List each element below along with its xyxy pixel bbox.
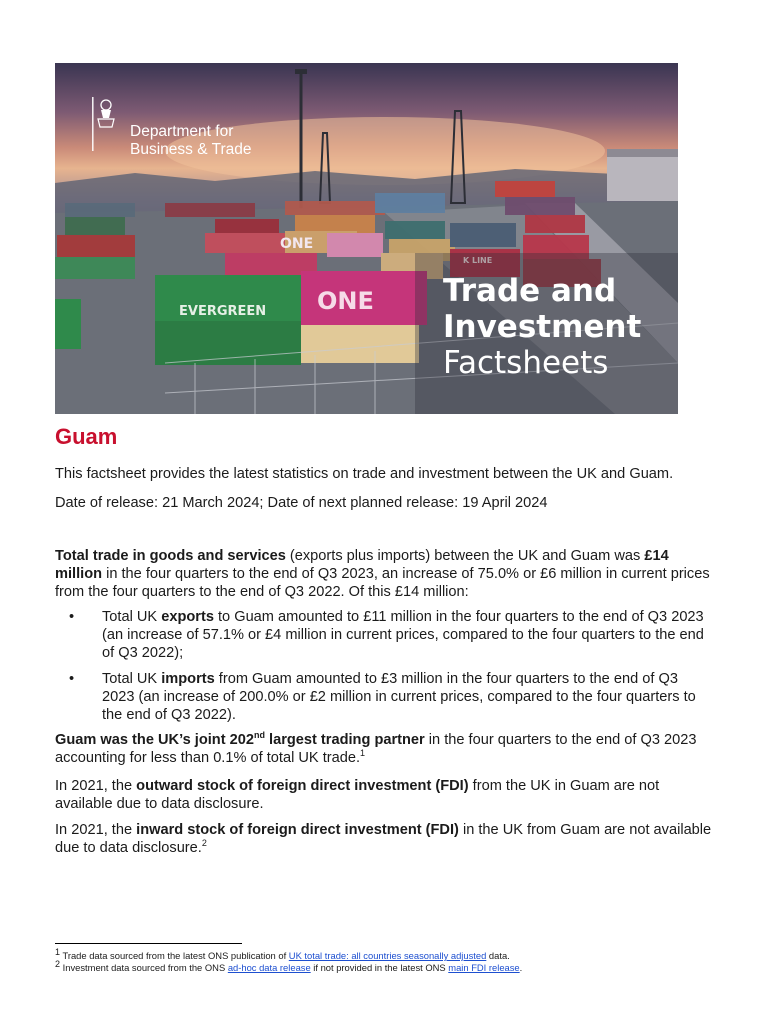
exports-text: to Guam amounted to £11 million in the four quarters to the end of Q3 2023 (an increase of 57.1% or £4 million in current prices, compared to the four quarters to the end of Q3 2022); xyxy=(102,609,704,661)
inward-post: in the UK from Guam are not available due to data disclosure. xyxy=(55,822,712,856)
evergreen-container-label: EVERGREEN xyxy=(179,304,267,319)
bullet-marker: • xyxy=(69,609,75,625)
imports-pre: Total UK xyxy=(102,671,162,687)
org-name-line1: Department for xyxy=(130,123,234,140)
rank-text: in the four quarters to the end of Q3 2023 accounting for less than 0.1% of total UK trade. xyxy=(55,732,697,766)
total-trade-text2: in the four quarters to the end of Q3 2023, an increase of 75.0% or £6 million in current prices from the four quarters to the end of Q3 2022. Of this £14 million: xyxy=(55,566,710,600)
outward-post: from the UK in Guam are not available due to data disclosure. xyxy=(55,778,660,812)
outward-fdi-paragraph xyxy=(55,777,715,813)
footnote-1-tail: data. xyxy=(486,950,510,961)
release-dates: Date of release: 21 March 2024; Date of next planned release: 19 April 2024 xyxy=(55,495,548,511)
footnote-1-text: Trade data sourced from the latest ONS publication of xyxy=(60,950,289,961)
footnote-1 xyxy=(55,946,510,962)
footnote-2 xyxy=(55,958,523,974)
cover-banner xyxy=(55,63,678,414)
total-trade-paragraph xyxy=(55,547,715,601)
country-heading: Guam xyxy=(55,424,118,449)
intro-paragraph: This factsheet provides the latest statistics on trade and investment between the UK and Guam. xyxy=(55,466,674,482)
footnote-divider xyxy=(55,943,242,944)
trading-partner-rank xyxy=(55,731,715,767)
total-trade-value: £14 million xyxy=(55,548,669,582)
one-container-label: ONE xyxy=(317,287,374,315)
kline-container-label: K LINE xyxy=(463,256,493,265)
rank-bold-a: Guam was the UK’s joint 202 xyxy=(55,732,254,748)
main-fdi-release-link[interactable]: main FDI release xyxy=(448,962,520,973)
royal-crest-icon xyxy=(92,97,116,151)
imports-text: from Guam amounted to £3 million in the four quarters to the end of Q3 2023 (an increase of 200.0% or £2 million in current prices, compared to the four quarters to the end of Q3 2022). xyxy=(102,671,696,723)
footnote-2-tail: . xyxy=(519,962,523,973)
cover-title-line3: Factsheets xyxy=(443,345,609,381)
cover-title-line2: Investment xyxy=(443,309,642,345)
rank-ordinal-suffix: nd xyxy=(253,730,265,741)
rank-bold-b: largest trading partner xyxy=(264,732,425,748)
outward-bold: outward stock of foreign direct investment (FDI) xyxy=(136,778,469,794)
one-container-label-small: ONE xyxy=(280,236,314,252)
uk-total-trade-link[interactable]: UK total trade: all countries seasonally adjusted xyxy=(288,950,487,961)
org-name-line2: Business & Trade xyxy=(130,141,252,158)
total-trade-lead: Total trade in goods and services xyxy=(55,548,286,564)
ad-hoc-release-link[interactable]: ad-hoc data release xyxy=(227,962,311,973)
footnote-ref-2[interactable]: 2 xyxy=(201,838,207,849)
footnote-2-text: Investment data sourced from the ONS xyxy=(60,962,228,973)
footnote-ref-1[interactable]: 1 xyxy=(360,748,366,759)
cover-title xyxy=(443,273,641,381)
inward-pre: In 2021, the xyxy=(55,822,137,838)
exports-keyword: exports xyxy=(161,609,214,625)
footnote-2-number: 2 xyxy=(55,958,61,969)
inward-bold: inward stock of foreign direct investment (FDI) xyxy=(136,822,459,838)
footnote-1-number: 1 xyxy=(55,946,61,957)
exports-pre: Total UK xyxy=(102,609,162,625)
imports-keyword: imports xyxy=(161,671,215,687)
outward-pre: In 2021, the xyxy=(55,778,137,794)
total-trade-text1: (exports plus imports) between the UK and Guam was xyxy=(285,548,645,564)
inward-fdi-paragraph xyxy=(55,821,715,857)
footnote-2-mid: if not provided in the latest ONS xyxy=(310,962,449,973)
bullet-marker: • xyxy=(69,671,75,687)
cover-title-line1: Trade and xyxy=(443,273,617,309)
